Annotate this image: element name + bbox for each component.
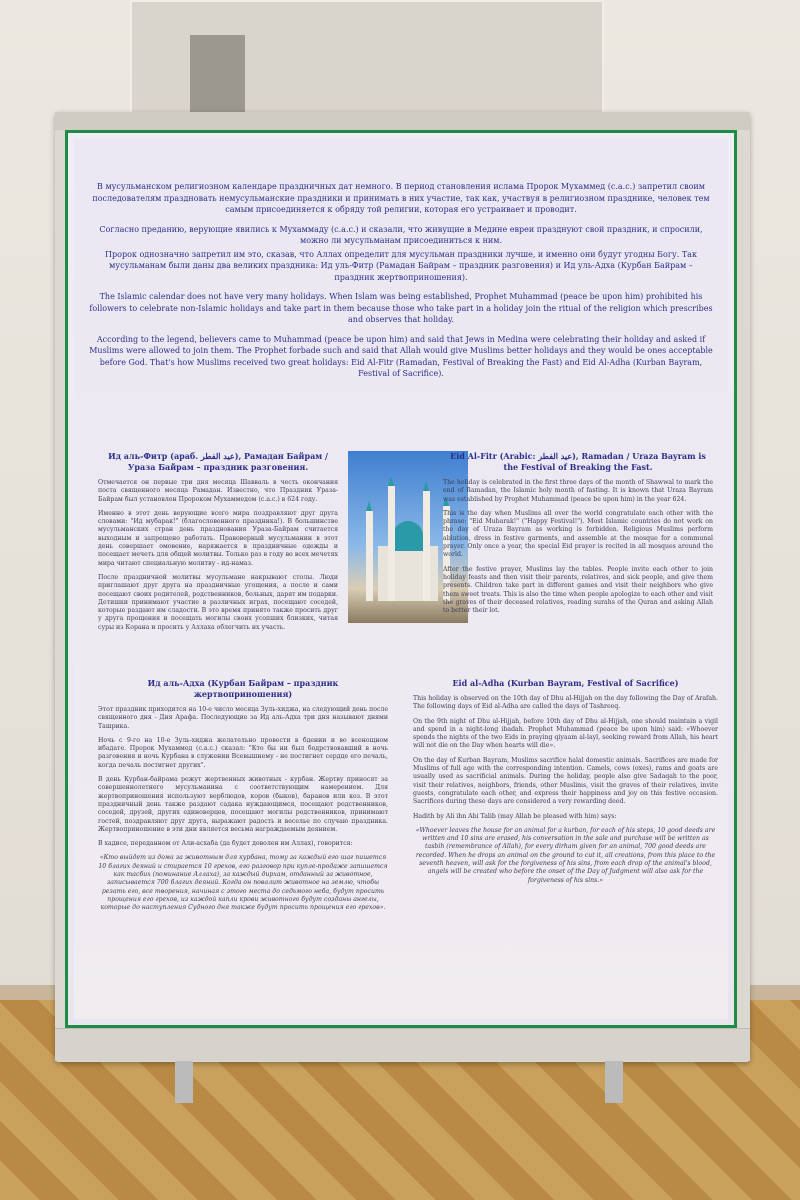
left-heading-adha: Ид аль-Адха (Курбан Байрам – праздник жертвоприношения) — [147, 678, 339, 699]
right-paragraph: After the festive prayer, Muslims lay the tables. People invite each other to join holiday feasts and then visit their parents, relatives, and sick people, and give them presents. Children take part in different games and visit their neighbors who give them sweet treats. This is also the time when people apologize to each other and visit the graves of their deceased relatives, reading surahs of the Quran and asking Allah to better their lot. — [443, 565, 713, 615]
left-quote: «Кто выйдет из дома за животным для курбана, тому за каждый его шаг пишется 10 благих деяний и стирается 10 грехов, его разговор при купле-продаже запишется как тасбих (поминание Аллаха), за каждый дирхам, отданный за животное, записывается 700 благих деяний. Когда он повалит животное на землю, чтобы резать его, все творения, начиная с этого места до седьмого неба, будут просить прощения его грехов, из каждой капли крови животного будут созданы ангелы, которые до наступления Судного дня также будут просить прощения его грехов». — [98, 854, 388, 912]
intro-ru-1: В мусульманском религиозном календаре праздничных дат немного. В период становления ислама Пророк Мухаммед (с.а.с.) запретил своим последователям праздновать немусульманские праздники и принимать в них участие, так как, участвуя в религиозном празднике, человек тем самым присоединяется к обряду той религии, которая его устраивает и проводит. — [92, 182, 710, 214]
stand-top-bar — [55, 112, 750, 130]
minaret — [366, 511, 373, 601]
left-paragraph: Отмечается он первые три дня месяца Шавваль в честь окончания поста священного месяца Рамадан. Известно, что Праздник Ураза-Байрам был установлен Пророком Мухаммедом (с.а.с.) в 624 году. — [98, 479, 338, 503]
right-paragraph: This holiday is observed on the 10th day of Dhu al-Hijjah on the day following the Day of Arafah. The following days of Eid al-Adha are called the days of Tashreeq. — [413, 695, 718, 711]
mosque-dome — [393, 521, 423, 551]
left-paragraph: Ночь с 9-го на 10-е Зуль-хиджа желательно провести в бдении и во всенощном ибадате. Пророк Мухаммед (с.а.с.) сказал: "Кто бы ни был бодрствовавший в ночь разговения и ночь Курбана в служении Всевышнему - не постигнет сердце его печаль, когда печаль постигнет других". — [98, 736, 388, 769]
intro-ru-3: Пророк однозначно запретил им это, сказав, что Аллах определит для мусульман праздники лучше, и именно они будут угодны Богу. Так мусульманам были даны два великих праздника: Ид уль-Фитр (Рамадан Байрам – праздник разговения) и Ид уль-Адха (Курбан Байрам – праздник жертвоприношения). — [105, 249, 697, 282]
right-paragraph: This is the day when Muslims all over the world congratulate each other with the phrase: "Eid Mubarak!" ("Happy Festival!"). Most Islamic countries do not work on the day of Uraza Bayram as working is forbidden. Religious Muslims perform ablution, dress in festive garments, and assemble at the mosque for a communal prayer. Only once a year, the special Eid prayer is recited in all mosques around the world. — [443, 509, 713, 559]
right-paragraph: Hadith by Ali ibn Abi Talib (may Allah be pleased with him) says: — [413, 812, 617, 820]
right-paragraph: On the day of Kurban Bayram, Muslims sacrifice halal domestic animals. Sacrifices are made for Muslims of full age with the corresponding intention. Camels, cows (oxes), rams and goats are usually used as sacrificial animals. During the holiday, people also give Sadaqah to the poor, visit their relatives, neighbors, friends, other Muslims, visit the graves of their relatives, invite guests, congratulate each other, and express their happiness and joy on this festive occasion. Sacrifices during these days are considered a very rewarding deed. — [413, 756, 718, 806]
minaret — [423, 491, 430, 601]
stand-bottom-bar — [55, 1028, 750, 1061]
right-paragraph: The holiday is celebrated in the first three days of the month of Shawwal to mark the end of Ramadan, the Islamic holy month of fasting. It is known that Uraza Bayram was established by Prophet Muhammad (peace be upon him) in the year 624. — [443, 479, 713, 503]
right-quote: «Whoever leaves the house for an animal for a kurban, for each of his steps, 10 good deeds are written and 10 sins are erased, his conversation in the sale and purchase will be written as tasbih (remembrance of Allah), for every dirham given for an animal, 700 good deeds are recorded. When he drops an animal on the ground to cut it, all creations, from this place to the seventh heaven, will ask for the forgiveness of his sins, from each drop of the animal's blood, angels will be created who before the onset of the Day of Judgment will also ask for the forgiveness of his sins.» — [415, 826, 716, 884]
right-heading-fitr: Eid Al-Fitr (Arabic: عيد الفطر), Ramadan / Uraza Bayram is the Festival of Breaking the Fast. — [450, 451, 706, 472]
right-heading-adha: Eid al-Adha (Kurban Bayram, Festival of Sacrifice) — [452, 678, 679, 688]
intro-ru-2: Согласно преданию, верующие явились к Мухаммаду (с.а.с.) и сказали, что живущие в Медине евреи празднуют свой праздник, и спросили, можно ли мусульманам присоединиться к ним. — [99, 224, 703, 245]
left-paragraph: Именно в этот день верующие всего мира поздравляют друг друга словами: "Ид мубарак!" (благословенного праздника!). В большинстве мусульманских стран день празднования Ураза-Байрам считается выходным и запрещено работать. Правоверный мусульманин в этот день совершает омовение, наряжается в праздничные одежды и посещает мечеть для общей молитвы. Только раз в году во всех мечетях мира читают специальную молитву - ид-намаз. — [98, 509, 338, 567]
stand-foot-left — [175, 1058, 193, 1103]
left-column-adha — [98, 678, 388, 919]
left-column-fitr — [98, 451, 338, 638]
left-heading-fitr: Ид аль-Фитр (араб. عيد الفطر), Рамадан Байрам / Ураза Байрам – праздник разговения. — [108, 451, 328, 472]
banner — [65, 130, 737, 1028]
minaret — [388, 486, 395, 601]
left-paragraph: В хадисе, переданном от Али-асхаба (да будет доволен им Аллах), говорится: — [98, 840, 353, 848]
intro-en-2: According to the legend, believers came to Muhammad (peace be upon him) and said that Jews in Medina were celebrating their holiday and asked if Muslims were allowed to join them. The Prophet forbade such and said that Allah would give Muslims better holidays and they would be ones acceptable before God. That's how Muslims received two great holidays: Eid Al-Fitr (Ramadan, Festival of Breaking the Fast) and Eid Al-Adha (Kurban Bayram, Festival of Sacrifice). — [89, 334, 713, 378]
right-column-adha — [413, 678, 718, 891]
stand-foot-right — [605, 1058, 623, 1103]
left-paragraph: После праздничной молитвы мусульмане накрывают столы. Люди приглашают друг друга на праздничные угощения, а после и сами посещают своих родителей, родственников, больных, дарят им подарки. Детишки принимают участие в различных играх, посещают соседей, которые раздают им сладости. В это время принято также просить друг у друга прощения и посещать могилы своих усопших близких, читая суры из Корана и просить у Аллаха облегчить их участь. — [98, 573, 338, 631]
left-paragraph: В день Курбан-байрама режут жертвенных животных - курбан. Жертву приносят за совершеннолетнего мусульманина с соответствующим намерением. Для жертвоприношения используют верблюдов, коров (быков), баранов или коз. В этот праздничный день также раздают садака нуждающимся, посещают родственников, соседей, друзей, других единоверцев, посещают могилы родственников, принимают гостей, поздравляют друг друга, выражают радость и веселье по случаю праздника. Жертвоприношение в эти дни является весьма награждаемым деянием. — [98, 776, 388, 833]
right-paragraph: On the 9th night of Dhu al-Hijjah, before 10th day of Dhu al-Hijjah, one should maintain a vigil and spend in a night-long ibadah. Prophet Muhammad (peace be upon him) said: «Whoever spends the nights of the two Eids in praying qiyaam al-layl, seeking reward from Allah, his heart will not die on the Day when hearts will die». — [413, 717, 718, 750]
intro-text — [88, 181, 714, 388]
right-column-fitr — [443, 451, 713, 621]
column-statue — [190, 35, 245, 120]
intro-en-1: The Islamic calendar does not have very many holidays. When Islam was being established, Prophet Muhammad (peace be upon him) prohibited his followers to celebrate non-Islamic holidays and take part in them because those who take part in a holiday join the ritual of the religion which prescribes and observes that holiday. — [89, 292, 713, 324]
left-paragraph: Этот праздник приходится на 10-е число месяца Зуль-хиджа, на следующий день после священного дня - Дня Арафа. Последующие за Ид аль-Адха три дня называют днями Ташрика. — [98, 706, 388, 730]
